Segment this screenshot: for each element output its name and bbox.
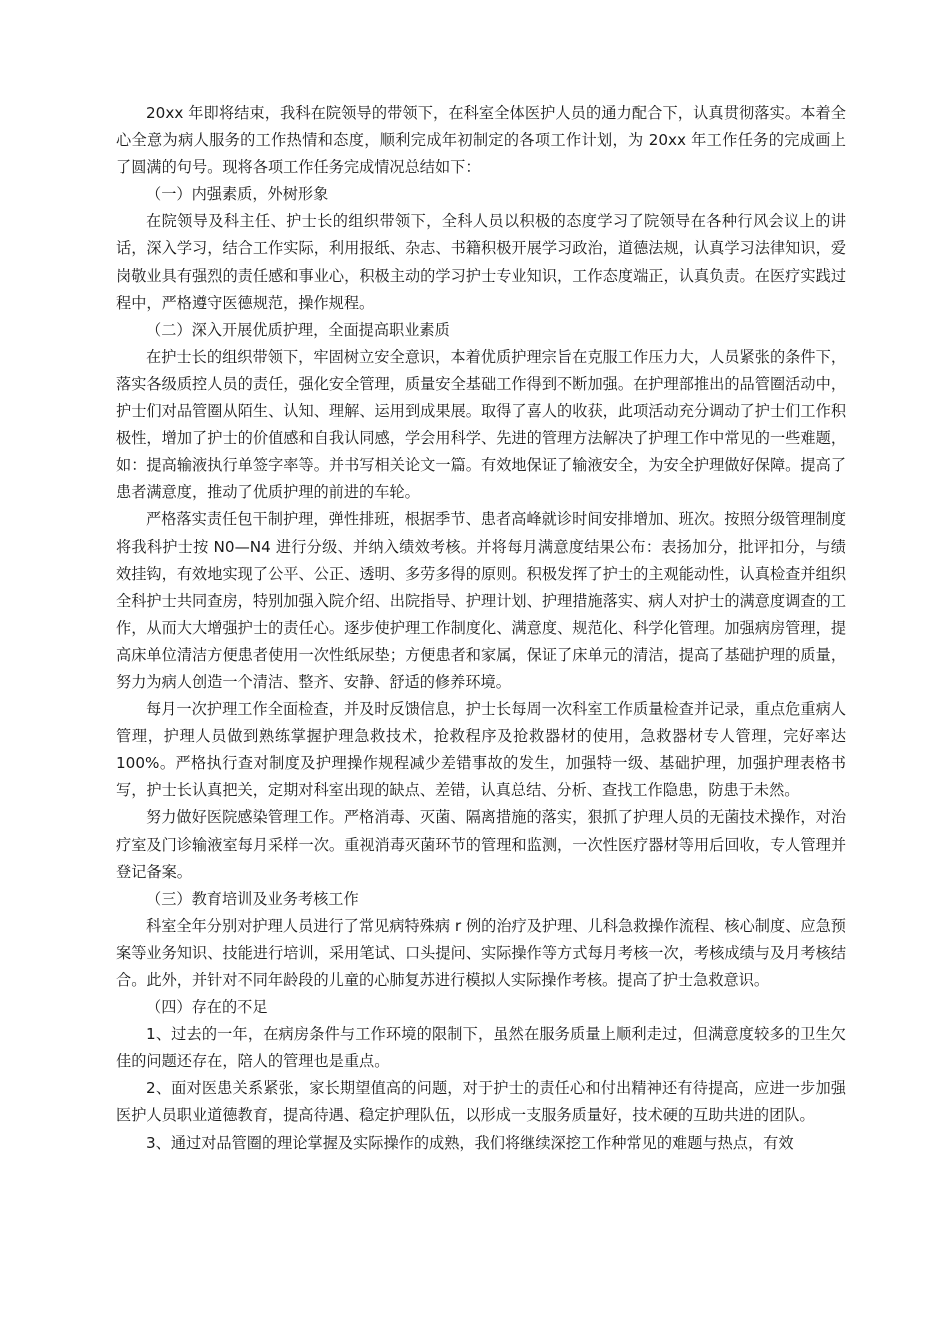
document-body [116, 100, 846, 1157]
section-heading-4: （四）存在的不足 [146, 998, 268, 1017]
section-heading-3: （三）教育培训及业务考核工作 [146, 889, 359, 908]
shortcoming-item-3: 3、通过对品管圈的理论掌握及实际操作的成熟，我们将继续深挖工作种常见的难题与热点，有效 [146, 1133, 794, 1152]
section-2-paragraph-3: 每月一次护理工作全面检查，并及时反馈信息，护士长每周一次科室工作质量检查并记录，重点危重病人管理，护理人员做到熟练掌握护理急救技术，抢救程序及抢救器材的使用，急救器材专人管理，完好率达 100%。严格执行查对制度及护理操作规程减少差错事故的发生，加强特一级、基础护理，加强护理表格书写，护士长认真把关，定期对科室出现的缺点、差错，认真总结、分析、查找工作隐患，防患于未然。 [116, 700, 846, 800]
section-1-paragraph: 在院领导及科主任、护士长的组织带领下，全科人员以积极的态度学习了院领导在各种行风会议上的讲话，深入学习，结合工作实际，利用报纸、杂志、书籍积极开展学习政治，道德法规，认真学习法律知识，爱岗敬业具有强烈的责任感和事业心，积极主动的学习护士专业知识，工作态度端正，认真负责。在医疗实践过程中，严格遵守医德规范，操作规程。 [116, 212, 846, 312]
section-heading-1: （一）内强素质，外树形象 [146, 185, 329, 204]
shortcoming-item-2: 2、面对医患关系紧张，家长期望值高的问题，对于护士的责任心和付出精神还有待提高，应进一步加强医护人员职业道德教育，提高待遇、稳定护理队伍，以形成一支服务质量好，技术硬的互助共进的团队。 [116, 1079, 846, 1125]
section-2-paragraph-4: 努力做好医院感染管理工作。严格消毒、灭菌、隔离措施的落实，狠抓了护理人员的无菌技术操作，对治疗室及门诊输液室每月采样一次。重视消毒灭菌环节的管理和监测，一次性医疗器材等用后回收，专人管理并登记备案。 [116, 808, 846, 881]
section-2-paragraph-1: 在护士长的组织带领下，牢固树立安全意识，本着优质护理宗旨在克服工作压力大，人员紧张的条件下，落实各级质控人员的责任，强化安全管理，质量安全基础工作得到不断加强。在护理部推出的品管圈活动中，护士们对品管圈从陌生、认知、理解、运用到成果展。取得了喜人的收获，此项活动充分调动了护士们工作积极性，增加了护士的价值感和自我认同感，学会用科学、先进的管理方法解决了护理工作中常见的一些难题，如：提高输液执行单签字率等。并书写相关论文一篇。有效地保证了输液安全，为安全护理做好保障。提高了患者满意度，推动了优质护理的前进的车轮。 [116, 347, 846, 502]
shortcoming-item-1: 1、过去的一年，在病房条件与工作环境的限制下，虽然在服务质量上顺利走过，但满意度较多的卫生欠佳的问题还存在，陪人的管理也是重点。 [116, 1025, 846, 1071]
section-3-paragraph: 科室全年分别对护理人员进行了常见病特殊病 r 例的治疗及护理、儿科急救操作流程、核心制度、应急预案等业务知识、技能进行培训，采用笔试、口头提问、实际操作等方式每月考核一次，考核成绩与及月考核结合。此外，并针对不同年龄段的儿童的心肺复苏进行模拟人实际操作考核。提高了护士急救意识。 [116, 916, 846, 989]
section-heading-2: （二）深入开展优质护理，全面提高职业素质 [146, 320, 450, 339]
section-2-paragraph-2: 严格落实责任包干制护理，弹性排班，根据季节、患者高峰就诊时间安排增加、班次。按照分级管理制度将我科护士按 N0—N4 进行分级、并纳入绩效考核。并将每月满意度结果公布：表扬加分，批评扣分，与绩效挂钩，有效地实现了公平、公正、透明、多劳多得的原则。积极发挥了护士的主观能动性，认真检查并组织全科护士共同查房，特别加强入院介绍、出院指导、护理计划、护理措施落实、病人对护士的满意度调查的工作，从而大大增强护士的责任心。逐步使护理工作制度化、满意度、规范化、科学化管理。加强病房管理，提高床单位清洁方便患者使用一次性纸尿垫；方便患者和家属，保证了床单元的清洁，提高了基础护理的质量，努力为病人创造一个清洁、整齐、安静、舒适的修养环境。 [116, 510, 846, 691]
intro-paragraph: 20xx 年即将结束，我科在院领导的带领下，在科室全体医护人员的通力配合下，认真贯彻落实。本着全心全意为病人服务的工作热情和态度，顺利完成年初制定的各项工作计划，为 20xx 年工作任务的完成画上了圆满的句号。现将各项工作任务完成情况总结如下： [116, 104, 846, 177]
